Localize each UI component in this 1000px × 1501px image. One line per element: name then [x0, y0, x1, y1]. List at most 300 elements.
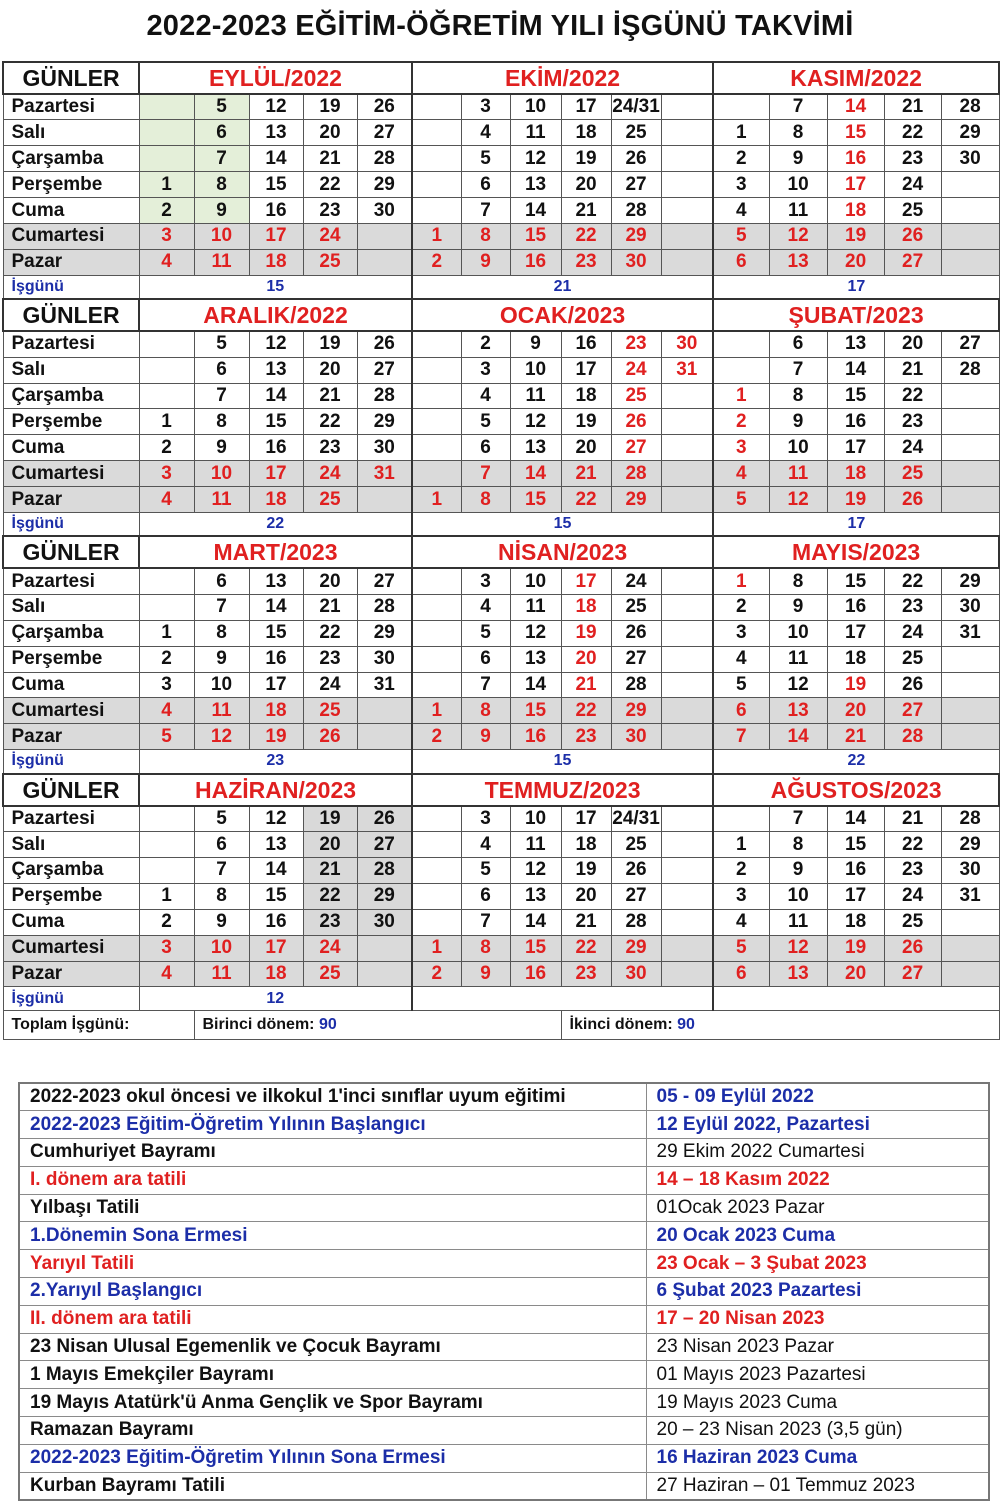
date-cell: 14	[769, 724, 827, 750]
event-date: 12 Eylül 2022, Pazartesi	[646, 1111, 989, 1139]
date-cell	[661, 409, 713, 435]
event-row	[19, 1111, 989, 1139]
date-cell: 29	[611, 935, 661, 961]
date-cell: 3	[139, 672, 194, 698]
event-name: Yılbaşı Tatili	[19, 1194, 646, 1222]
date-cell	[357, 223, 412, 249]
date-cell: 31	[357, 672, 412, 698]
date-cell	[661, 832, 713, 858]
date-cell	[661, 672, 713, 698]
date-cell: 1	[713, 120, 769, 146]
date-cell	[941, 698, 999, 724]
date-cell	[661, 568, 713, 594]
event-date: 01 Mayıs 2023 Pazartesi	[646, 1361, 989, 1389]
date-cell: 20	[303, 357, 357, 383]
date-cell: 25	[884, 909, 941, 935]
date-cell: 7	[769, 94, 827, 120]
date-cell: 15	[510, 223, 561, 249]
date-cell: 8	[461, 223, 510, 249]
date-cell: 3	[713, 883, 769, 909]
date-cell: 28	[941, 806, 999, 832]
date-cell: 15	[827, 383, 884, 409]
date-cell: 19	[249, 724, 303, 750]
date-cell: 19	[561, 857, 611, 883]
date-cell: 27	[357, 832, 412, 858]
event-name: Ramazan Bayramı	[19, 1417, 646, 1445]
date-cell: 21	[561, 672, 611, 698]
date-cell: 29	[941, 568, 999, 594]
event-name: 1.Dönemin Sona Ermesi	[19, 1222, 646, 1250]
date-cell: 20	[827, 698, 884, 724]
date-cell: 30	[357, 435, 412, 461]
date-cell: 13	[827, 331, 884, 357]
day-name: Pazartesi	[3, 94, 139, 120]
date-cell	[941, 961, 999, 987]
date-cell: 12	[510, 857, 561, 883]
month-title: ARALIK/2022	[139, 299, 412, 331]
date-cell: 18	[249, 961, 303, 987]
date-cell: 26	[357, 94, 412, 120]
date-cell: 24	[884, 883, 941, 909]
month-title: TEMMUZ/2023	[412, 774, 713, 806]
date-cell: 23	[561, 249, 611, 275]
date-cell	[412, 172, 461, 198]
event-row	[19, 1333, 989, 1361]
date-cell: 1	[139, 172, 194, 198]
day-name: Pazar	[3, 961, 139, 987]
date-cell: 21	[561, 461, 611, 487]
day-name: Cumartesi	[3, 223, 139, 249]
date-cell: 2	[412, 724, 461, 750]
day-name: Cumartesi	[3, 935, 139, 961]
date-cell: 23	[884, 146, 941, 172]
day-row	[3, 568, 999, 594]
date-cell	[713, 357, 769, 383]
date-cell: 12	[769, 487, 827, 513]
month-title: ŞUBAT/2023	[713, 299, 999, 331]
workdays-count: 15	[412, 512, 713, 536]
date-cell: 15	[510, 698, 561, 724]
date-cell: 21	[561, 198, 611, 224]
date-cell	[661, 383, 713, 409]
date-cell: 25	[303, 961, 357, 987]
days-column-header: GÜNLER	[3, 536, 139, 568]
date-cell: 11	[769, 646, 827, 672]
date-cell	[941, 935, 999, 961]
workdays-count: 22	[139, 512, 412, 536]
date-cell: 5	[194, 331, 249, 357]
day-name: Çarşamba	[3, 383, 139, 409]
date-cell	[357, 487, 412, 513]
date-cell: 30	[611, 961, 661, 987]
date-cell: 25	[303, 698, 357, 724]
day-name: Pazar	[3, 487, 139, 513]
date-cell: 13	[249, 568, 303, 594]
date-cell: 6	[769, 331, 827, 357]
month-title: EKİM/2022	[412, 62, 713, 94]
date-cell: 27	[611, 883, 661, 909]
date-cell: 4	[461, 594, 510, 620]
date-cell	[941, 672, 999, 698]
day-row	[3, 357, 999, 383]
date-cell: 25	[884, 198, 941, 224]
event-row	[19, 1361, 989, 1389]
date-cell: 3	[461, 568, 510, 594]
date-cell	[139, 568, 194, 594]
date-cell	[661, 223, 713, 249]
date-cell: 17	[561, 568, 611, 594]
days-column-header: GÜNLER	[3, 774, 139, 806]
date-cell: 26	[357, 806, 412, 832]
date-cell: 7	[461, 909, 510, 935]
date-cell	[412, 568, 461, 594]
date-cell: 11	[510, 832, 561, 858]
day-row	[3, 461, 999, 487]
date-cell: 13	[249, 832, 303, 858]
date-cell: 2	[139, 909, 194, 935]
date-cell: 15	[249, 620, 303, 646]
date-cell: 7	[194, 857, 249, 883]
date-cell: 30	[357, 909, 412, 935]
date-cell	[661, 172, 713, 198]
date-cell: 26	[884, 672, 941, 698]
date-cell: 30	[941, 146, 999, 172]
date-cell: 12	[769, 935, 827, 961]
date-cell: 10	[194, 223, 249, 249]
date-cell: 7	[194, 594, 249, 620]
date-cell: 24	[611, 357, 661, 383]
date-cell: 18	[827, 646, 884, 672]
date-cell: 5	[713, 487, 769, 513]
date-cell	[661, 594, 713, 620]
date-cell: 17	[249, 672, 303, 698]
event-row	[19, 1444, 989, 1472]
date-cell: 30	[357, 646, 412, 672]
date-cell: 23	[561, 724, 611, 750]
date-cell: 15	[510, 487, 561, 513]
date-cell: 9	[194, 909, 249, 935]
date-cell: 18	[827, 909, 884, 935]
date-cell: 20	[827, 249, 884, 275]
date-cell: 15	[249, 172, 303, 198]
day-name: Perşembe	[3, 409, 139, 435]
date-cell	[661, 646, 713, 672]
totals-row	[3, 1011, 999, 1040]
date-cell: 27	[357, 357, 412, 383]
day-name: Cumartesi	[3, 698, 139, 724]
workdays-count	[412, 987, 713, 1011]
date-cell: 12	[510, 409, 561, 435]
date-cell	[661, 620, 713, 646]
date-cell	[139, 331, 194, 357]
date-cell: 30	[941, 594, 999, 620]
date-cell: 5	[461, 857, 510, 883]
date-cell: 15	[510, 935, 561, 961]
date-cell: 28	[357, 594, 412, 620]
date-cell: 29	[357, 409, 412, 435]
date-cell	[412, 198, 461, 224]
second-term-value: 90	[677, 1016, 695, 1034]
date-cell: 5	[713, 935, 769, 961]
date-cell: 24	[884, 172, 941, 198]
date-cell: 10	[510, 357, 561, 383]
date-cell: 21	[303, 594, 357, 620]
date-cell: 27	[884, 698, 941, 724]
date-cell: 11	[510, 594, 561, 620]
date-cell: 3	[139, 223, 194, 249]
date-cell	[941, 461, 999, 487]
day-name: Cuma	[3, 672, 139, 698]
event-date: 19 Mayıs 2023 Cuma	[646, 1389, 989, 1417]
workdays-count: 22	[713, 750, 999, 774]
date-cell	[139, 832, 194, 858]
second-term-total	[561, 1011, 999, 1040]
date-cell: 4	[713, 461, 769, 487]
date-cell: 29	[611, 698, 661, 724]
event-date: 17 – 20 Nisan 2023	[646, 1305, 989, 1333]
date-cell: 21	[827, 724, 884, 750]
date-cell	[412, 146, 461, 172]
day-row	[3, 331, 999, 357]
date-cell: 5	[713, 223, 769, 249]
date-cell: 8	[194, 172, 249, 198]
workdays-count	[713, 987, 999, 1011]
date-cell: 7	[713, 724, 769, 750]
date-cell: 17	[827, 172, 884, 198]
date-cell: 8	[461, 935, 510, 961]
date-cell: 28	[611, 198, 661, 224]
date-cell: 4	[461, 120, 510, 146]
date-cell: 9	[194, 198, 249, 224]
date-cell: 24/31	[611, 806, 661, 832]
date-cell: 13	[769, 249, 827, 275]
workdays-row	[3, 750, 999, 774]
date-cell: 23	[303, 435, 357, 461]
date-cell: 11	[769, 461, 827, 487]
date-cell: 28	[611, 909, 661, 935]
days-column-header: GÜNLER	[3, 299, 139, 331]
day-row	[3, 620, 999, 646]
date-cell: 17	[561, 94, 611, 120]
date-cell	[139, 383, 194, 409]
page-title: 2022-2023 EĞİTİM-ÖĞRETİM YILI İŞGÜNÜ TAKVİMİ	[146, 10, 854, 42]
day-name: Pazartesi	[3, 806, 139, 832]
date-cell: 21	[884, 94, 941, 120]
date-cell: 2	[713, 146, 769, 172]
date-cell: 11	[194, 249, 249, 275]
date-cell: 27	[884, 249, 941, 275]
event-name: 2022-2023 okul öncesi ve ilkokul 1'inci sınıflar uyum eğitimi	[19, 1083, 646, 1111]
date-cell	[412, 357, 461, 383]
date-cell: 5	[461, 146, 510, 172]
date-cell	[661, 487, 713, 513]
workdays-count: 15	[412, 750, 713, 774]
date-cell: 19	[827, 672, 884, 698]
date-cell: 5	[713, 672, 769, 698]
date-cell	[941, 724, 999, 750]
first-term-label: Birinci dönem:	[202, 1016, 315, 1034]
day-name: Perşembe	[3, 646, 139, 672]
event-date: 05 - 09 Eylül 2022	[646, 1083, 989, 1111]
date-cell: 10	[510, 568, 561, 594]
date-cell: 18	[561, 120, 611, 146]
date-cell: 1	[713, 832, 769, 858]
date-cell: 4	[139, 961, 194, 987]
date-cell: 23	[884, 857, 941, 883]
date-cell: 23	[561, 961, 611, 987]
date-cell: 22	[561, 698, 611, 724]
date-cell: 14	[249, 594, 303, 620]
date-cell: 20	[561, 172, 611, 198]
day-row	[3, 172, 999, 198]
event-date: 6 Şubat 2023 Pazartesi	[646, 1278, 989, 1306]
event-name: II. dönem ara tatili	[19, 1305, 646, 1333]
day-row	[3, 935, 999, 961]
date-cell: 10	[194, 461, 249, 487]
date-cell: 2	[139, 198, 194, 224]
date-cell: 2	[139, 646, 194, 672]
date-cell: 26	[884, 487, 941, 513]
day-row	[3, 806, 999, 832]
date-cell	[941, 383, 999, 409]
date-cell: 5	[194, 94, 249, 120]
day-name: Pazartesi	[3, 331, 139, 357]
day-row	[3, 146, 999, 172]
date-cell	[139, 857, 194, 883]
event-name: 2022-2023 Eğitim-Öğretim Yılının Sona Ermesi	[19, 1444, 646, 1472]
event-row	[19, 1305, 989, 1333]
date-cell	[941, 223, 999, 249]
date-cell: 25	[611, 383, 661, 409]
event-row	[19, 1250, 989, 1278]
day-row	[3, 961, 999, 987]
date-cell: 7	[769, 357, 827, 383]
date-cell: 30	[611, 724, 661, 750]
day-name: Pazartesi	[3, 568, 139, 594]
day-row	[3, 594, 999, 620]
date-cell: 17	[561, 806, 611, 832]
workdays-count: 15	[139, 275, 412, 299]
date-cell: 22	[303, 409, 357, 435]
date-cell: 29	[357, 172, 412, 198]
day-row	[3, 223, 999, 249]
event-name: 1 Mayıs Emekçiler Bayramı	[19, 1361, 646, 1389]
date-cell: 17	[249, 461, 303, 487]
day-row	[3, 487, 999, 513]
date-cell: 8	[769, 832, 827, 858]
date-cell: 6	[713, 249, 769, 275]
workdays-count: 17	[713, 512, 999, 536]
date-cell: 16	[249, 909, 303, 935]
date-cell: 13	[510, 646, 561, 672]
date-cell: 2	[412, 249, 461, 275]
day-name: Perşembe	[3, 883, 139, 909]
day-name: Çarşamba	[3, 857, 139, 883]
date-cell: 18	[561, 594, 611, 620]
workdays-count: 12	[139, 987, 412, 1011]
date-cell	[357, 249, 412, 275]
date-cell: 10	[510, 94, 561, 120]
date-cell	[713, 806, 769, 832]
date-cell: 20	[561, 646, 611, 672]
date-cell: 7	[461, 672, 510, 698]
date-cell: 26	[357, 331, 412, 357]
date-cell: 29	[611, 487, 661, 513]
day-row	[3, 857, 999, 883]
date-cell: 9	[461, 961, 510, 987]
date-cell: 21	[884, 357, 941, 383]
date-cell: 24	[303, 672, 357, 698]
date-cell	[661, 461, 713, 487]
date-cell: 27	[357, 120, 412, 146]
date-cell: 31	[357, 461, 412, 487]
date-cell: 12	[249, 806, 303, 832]
date-cell: 25	[611, 594, 661, 620]
date-cell: 12	[249, 94, 303, 120]
date-cell: 3	[713, 435, 769, 461]
date-cell: 12	[769, 223, 827, 249]
date-cell: 26	[611, 857, 661, 883]
workdays-row	[3, 275, 999, 299]
date-cell: 15	[827, 120, 884, 146]
date-cell	[941, 172, 999, 198]
date-cell: 4	[139, 487, 194, 513]
workdays-row	[3, 512, 999, 536]
date-cell: 8	[194, 883, 249, 909]
date-cell: 29	[611, 223, 661, 249]
date-cell: 14	[510, 461, 561, 487]
date-cell: 4	[461, 832, 510, 858]
date-cell: 27	[884, 961, 941, 987]
date-cell: 20	[561, 435, 611, 461]
date-cell: 8	[461, 698, 510, 724]
day-row	[3, 383, 999, 409]
event-row	[19, 1222, 989, 1250]
date-cell: 6	[194, 120, 249, 146]
date-cell: 6	[461, 435, 510, 461]
event-row	[19, 1278, 989, 1306]
date-cell	[412, 120, 461, 146]
date-cell: 11	[769, 909, 827, 935]
date-cell: 1	[713, 568, 769, 594]
date-cell: 30	[611, 249, 661, 275]
date-cell	[412, 383, 461, 409]
event-date: 14 – 18 Kasım 2022	[646, 1166, 989, 1194]
date-cell: 11	[194, 487, 249, 513]
date-cell: 29	[941, 120, 999, 146]
date-cell: 14	[827, 806, 884, 832]
date-cell: 12	[510, 620, 561, 646]
day-name: Pazar	[3, 249, 139, 275]
month-title: AĞUSTOS/2023	[713, 774, 999, 806]
date-cell	[661, 120, 713, 146]
date-cell: 28	[611, 672, 661, 698]
date-cell: 2	[713, 857, 769, 883]
date-cell: 18	[561, 832, 611, 858]
event-row	[19, 1139, 989, 1167]
date-cell: 13	[510, 172, 561, 198]
date-cell: 9	[194, 646, 249, 672]
date-cell: 1	[713, 383, 769, 409]
day-row	[3, 120, 999, 146]
event-name: Yarıyıl Tatili	[19, 1250, 646, 1278]
date-cell	[941, 646, 999, 672]
date-cell: 9	[510, 331, 561, 357]
date-cell: 3	[461, 806, 510, 832]
date-cell: 14	[827, 94, 884, 120]
date-cell: 24	[884, 620, 941, 646]
date-cell: 30	[661, 331, 713, 357]
